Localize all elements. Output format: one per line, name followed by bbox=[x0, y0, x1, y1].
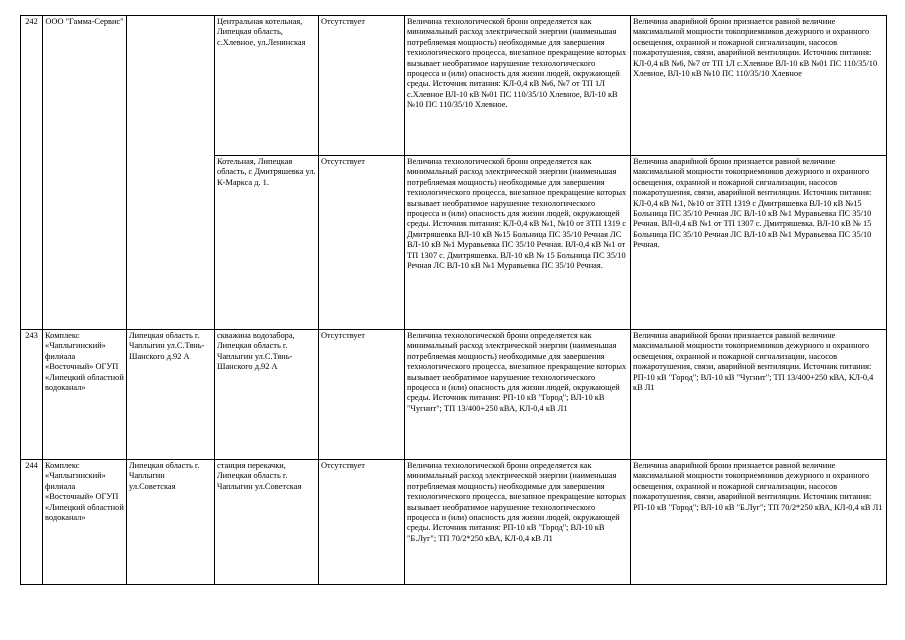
status-cell: Отсутствует bbox=[319, 460, 405, 585]
organization-cell: Комплекс «Чаплыгинский» филиала «Восточный» ОГУП «Липецкий областной водоканал» bbox=[43, 330, 127, 460]
tech-reserve-cell: Величина технологической брони определяется как минимальный расход электрической энергии (наименьшая потребляемая мощность) необходимые для завершения технологического процесса, внезапное прекращение которых вызывает необратимое нарушение технологического процесса и (или) опасность для жизни людей, окружающей среды. Источник питания: РП-10 кВ "Город"; ВЛ-10 кВ "Чугнит"; ТП 13/400+250 кВА, КЛ-0,4 кВ Л1 bbox=[405, 330, 631, 460]
emergency-reserve-cell: Величина аварийной брони признается равной величине максимальной мощности токоприемников дежурного и охранного освещения, охранной и пожарной сигнализации, насосов пожаротушения, связи, аварийной вентиляции. Источник питания: КЛ-0,4 кВ №1, №10 от ЗТП 1319 с Дмитряшевка ВЛ-10 кВ №15 Больница ПС 35/10 Речная ЛС ВЛ-10 кВ №1 Муравьевка ПС 35/10 Речная. ВЛ-0,4 кВ №1 от ТП 1307 с. Дмитряшевка. ВЛ-10 кВ № 15 Больница ПС 35/10 Речная ЛС ВЛ-10 кВ №1 Муравьевка ПС 35/10 Речная. bbox=[631, 156, 887, 330]
address-cell bbox=[127, 16, 215, 330]
status-cell: Отсутствует bbox=[319, 330, 405, 460]
table-row bbox=[21, 460, 887, 585]
row-number: 243 bbox=[21, 330, 43, 460]
table-row bbox=[21, 330, 887, 460]
status-cell: Отсутствует bbox=[319, 156, 405, 330]
tech-reserve-cell: Величина технологической брони определяется как минимальный расход электрической энергии (наименьшая потребляемая мощность) необходимые для завершения технологического процесса, внезапное прекращение которых вызывает необратимое нарушение технологического процесса и (или) опасность для жизни людей, окружающей среды. Источник питания: РП-10 кВ "Город"; ВЛ-10 кВ "Б.Луг"; ТП 70/2*250 кВА, КЛ-0,4 кВ Л1 bbox=[405, 460, 631, 585]
tech-reserve-cell: Величина технологической брони определяется как минимальный расход электрической энергии (наименьшая потребляемая мощность) необходимые для завершения технологического процесса, внезапное прекращение которых вызывает необратимое нарушение технологического процесса и (или) опасность для жизни людей, окружающей среды. Источник питания: КЛ-0,4 кВ №6, №7 от ТП 1Л с.Хлевное ВЛ-10 кВ №01 ПС 110/35/10 Хлевное, ВЛ-10 кВ №10 ПС 110/35/10 Хлевное. bbox=[405, 16, 631, 156]
address-cell: Липецкая область г. Чаплыгин ул.Советская bbox=[127, 460, 215, 585]
row-number: 244 bbox=[21, 460, 43, 585]
emergency-reserve-cell: Величина аварийной брони признается равной величине максимальной мощности токоприемников дежурного и охранного освещения, охранной и пожарной сигнализации, насосов пожаротушения, связи, аварийной вентиляции. Источник питания: РП-10 кВ "Город"; ВЛ-10 кВ "Чугнит"; ТП 13/400+250 кВА, КЛ-0,4 кВ Л1 bbox=[631, 330, 887, 460]
tech-reserve-cell: Величина технологической брони определяется как минимальный расход электрической энергии (наименьшая потребляемая мощность) необходимые для завершения технологического процесса, внезапное прекращение которых вызывает необратимое нарушение технологического процесса и (или) опасность для жизни людей, окружающей среды. Источник питания: КЛ-0,4 кВ №1, №10 от ЗТП 1319 с Дмитряшевка ВЛ-10 кВ №15 Больница ПС 35/10 Речная ЛС ВЛ-10 кВ №1 Муравьевка ПС 35/10 Речная. ВЛ-0,4 кВ №1 от ТП 1307 с. Дмитряшевка. ВЛ-10 кВ № 15 Больница ПС 35/10 Речная ЛС ВЛ-10 кВ №1 Муравьевка ПС 35/10 Речная. bbox=[405, 156, 631, 330]
emergency-reserve-cell: Величина аварийной брони признается равной величине максимальной мощности токоприемников дежурного и охранного освещения, охранной и пожарной сигнализации, насосов пожаротушения, связи, аварийной вентиляции. Источник питания: КЛ-0,4 кВ №6, №7 от ТП 1Л с.Хлевное ВЛ-10 кВ №01 ПС 110/35/10 Хлевное, ВЛ-10 кВ №10 ПС 110/35/10 Хлевное bbox=[631, 16, 887, 156]
object-cell: Котельная, Липецкая область, с Дмитряшевка ул. К-Маркса д. 1. bbox=[215, 156, 319, 330]
row-number: 242 bbox=[21, 16, 43, 330]
emergency-reserve-cell: Величина аварийной брони признается равной величине максимальной мощности токоприемников дежурного и охранного освещения, охранной и пожарной сигнализации, насосов пожаротушения, связи, аварийной вентиляции. Источник питания: РП-10 кВ "Город"; ВЛ-10 кВ "Б.Луг"; ТП 70/2*250 кВА, КЛ-0,4 кВ Л1 bbox=[631, 460, 887, 585]
organization-cell: Комплекс «Чаплыгинский» филиала «Восточный» ОГУП «Липецкий областной водоканал» bbox=[43, 460, 127, 585]
table-row bbox=[21, 16, 887, 156]
object-cell: скважина водозабора, Липецкая область г. Чаплыгин ул.С.Тянь-Шанского д.92 А bbox=[215, 330, 319, 460]
address-cell: Липецкая область г. Чаплыгин ул.С.Тянь-Шанского д.92 А bbox=[127, 330, 215, 460]
organization-cell: ООО "Гамма-Сервис" bbox=[43, 16, 127, 330]
object-cell: Центральная котельная, Липецкая область, с.Хлевное, ул.Ленинская bbox=[215, 16, 319, 156]
status-cell: Отсутствует bbox=[319, 16, 405, 156]
reserve-table bbox=[20, 15, 887, 585]
object-cell: станция перекачки, Липецкая область г. Чаплыгин ул.Советская bbox=[215, 460, 319, 585]
